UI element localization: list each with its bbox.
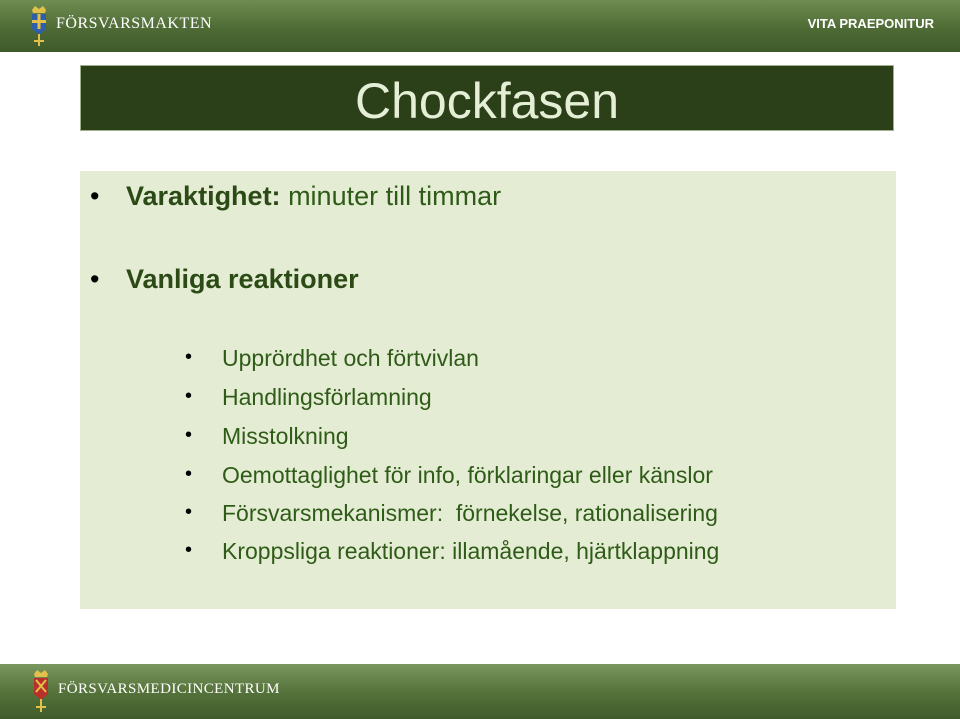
bullet-dot: • bbox=[185, 501, 193, 523]
sub-bullet-text: Misstolkning bbox=[222, 423, 349, 449]
bullet-label: Vanliga reaktioner bbox=[126, 264, 359, 294]
sub-bullet-text: Handlingsförlamning bbox=[222, 384, 432, 410]
bullet-label: Varaktighet: bbox=[126, 181, 281, 211]
bullet-dot: • bbox=[90, 264, 100, 294]
slide-title-box bbox=[80, 65, 894, 131]
sub-bullet-text: Upprördhet och förtvivlan bbox=[222, 345, 479, 371]
header-motto: VITA PRAEPONITUR bbox=[807, 16, 934, 31]
bullet-dot: • bbox=[185, 385, 193, 407]
header-organization: FÖRSVARSMAKTEN bbox=[56, 15, 213, 32]
crown-shield-emblem-icon bbox=[30, 668, 52, 714]
header-bar bbox=[0, 0, 960, 52]
bullet-dot: • bbox=[185, 539, 193, 561]
bullet-dot: • bbox=[90, 181, 100, 211]
sub-bullet-text: Försvarsmekanismer: förnekelse, rationalisering bbox=[222, 500, 718, 526]
bullet-text: minuter till timmar bbox=[280, 181, 502, 211]
bullet-dot: • bbox=[185, 346, 193, 368]
footer-organization: FÖRSVARSMEDICINCENTRUM bbox=[58, 681, 280, 697]
sub-bullet-text: Oemottaglighet för info, förklaringar eller känslor bbox=[222, 462, 713, 488]
slide-title: Chockfasen bbox=[354, 73, 620, 129]
bullet-dot: • bbox=[185, 463, 193, 485]
footer-bar bbox=[0, 664, 960, 719]
crown-shield-emblem-icon bbox=[28, 4, 50, 48]
bullet-dot: • bbox=[185, 424, 193, 446]
sub-bullet-text: Kroppsliga reaktioner: illamående, hjärtklappning bbox=[222, 538, 720, 564]
slide-content bbox=[80, 171, 896, 609]
